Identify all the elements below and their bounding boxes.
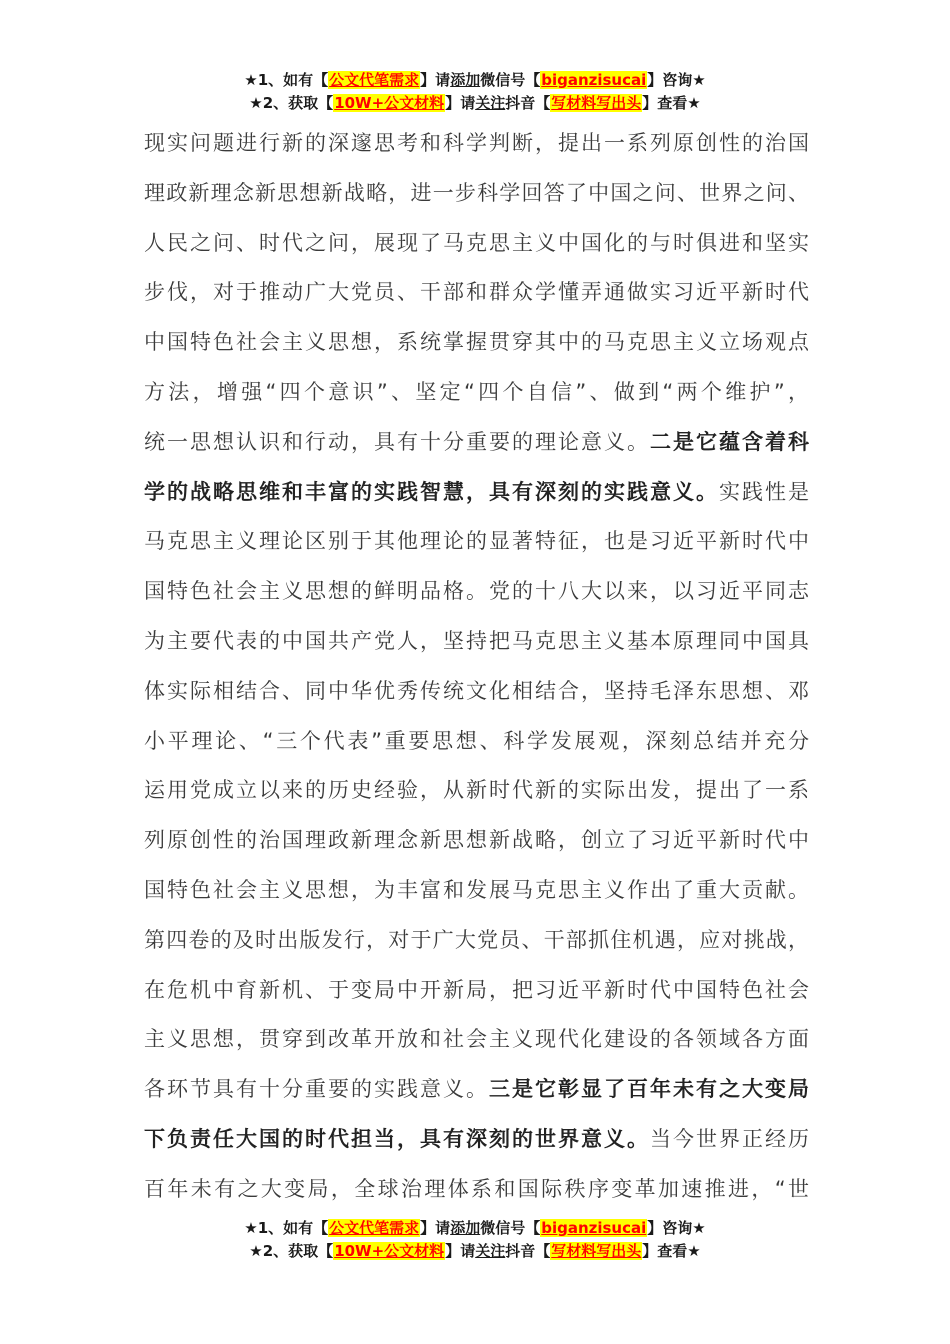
text-segment: 各环节具有十分重要的实践意义。: [144, 1077, 489, 1102]
banner-text: ★1、如有【: [244, 1219, 329, 1237]
underlined-text: 添加: [450, 1219, 481, 1237]
highlight-service: 公文代笔需求: [329, 71, 420, 89]
text-segment: 理政新理念新思想新战略，进一步科学回答了中国之问、世界之问、: [144, 180, 809, 205]
text-line: [144, 916, 809, 966]
text-line: [144, 966, 809, 1016]
text-segment: 马克思主义理论区别于其他理论的显著特征，也是习近平新时代中: [144, 529, 809, 554]
text-segment: 国特色社会主义思想，为丰富和发展马克思主义作出了重大贡献。: [144, 877, 809, 902]
banner-text: 】请: [420, 71, 451, 89]
banner-text: 抖音【: [505, 94, 551, 112]
text-segment: 主义思想，贯穿到改革开放和社会主义现代化建设的各领域各方面: [144, 1027, 809, 1052]
highlight-service: 公文代笔需求: [329, 1219, 420, 1237]
underlined-text: 关注: [475, 94, 506, 112]
banner-line-2: [0, 1240, 950, 1263]
text-line: [144, 318, 809, 368]
text-segment: 国特色社会主义思想的鲜明品格。党的十八大以来，以习近平同志: [144, 579, 809, 604]
text-segment: 步伐，对于推动广大党员、干部和群众学懂弄通做实习近平新时代: [144, 280, 809, 305]
banner-text: ★2、获取【: [249, 94, 334, 112]
banner-line-1: [0, 1217, 950, 1240]
text-line: [144, 866, 809, 916]
banner-text: 】请: [445, 94, 476, 112]
text-segment: 中国特色社会主义思想，系统掌握贯穿其中的马克思主义立场观点: [144, 330, 809, 355]
header-banner: [0, 69, 950, 115]
banner-text: 】请: [420, 1219, 451, 1237]
banner-text: ★1、如有【: [244, 71, 329, 89]
document-body: [144, 119, 809, 1215]
underlined-text: 添加: [450, 71, 481, 89]
banner-line-1: [0, 69, 950, 92]
text-line: [144, 766, 809, 816]
banner-text: ★2、获取【: [249, 1242, 334, 1260]
underlined-text: 关注: [475, 1242, 506, 1260]
text-segment: 当今世界正经历: [650, 1126, 809, 1151]
highlight-douyin-account: 写材料写出头: [551, 1242, 642, 1260]
highlight-douyin-account: 写材料写出头: [551, 94, 642, 112]
text-line: [144, 169, 809, 219]
highlight-wechat-id: biganzisucai: [541, 1219, 647, 1237]
text-line: [144, 1115, 809, 1165]
banner-line-2: [0, 92, 950, 115]
text-segment: 现实问题进行新的深邃思考和科学判断，提出一系列原创性的治国: [144, 131, 809, 155]
text-line: [144, 1165, 809, 1215]
text-line: [144, 468, 809, 518]
text-line: [144, 717, 809, 767]
highlight-wechat-id: biganzisucai: [541, 71, 647, 89]
text-line: [144, 617, 809, 667]
banner-text: 】查看★: [642, 94, 701, 112]
banner-text: 】查看★: [642, 1242, 701, 1260]
banner-text: 】咨询★: [647, 71, 706, 89]
text-segment: 为主要代表的中国共产党人，坚持把马克思主义基本原理同中国具: [144, 628, 809, 653]
text-segment: 体实际相结合、同中华优秀传统文化相结合，坚持毛泽东思想、邓: [144, 678, 809, 703]
text-line: [144, 368, 809, 418]
text-line: [144, 418, 809, 468]
banner-text: 微信号【: [480, 71, 541, 89]
text-line: [144, 667, 809, 717]
bold-text-segment: 二是它蕴含着科: [650, 429, 809, 454]
text-segment: 方法，增强“四个意识”、坚定“四个自信”、做到“两个维护”，: [144, 379, 809, 404]
text-line: [144, 567, 809, 617]
banner-text: 】咨询★: [647, 1219, 706, 1237]
text-line: [144, 119, 809, 169]
banner-text: 微信号【: [480, 1219, 541, 1237]
text-line: [144, 268, 809, 318]
text-segment: 运用党成立以来的历史经验，从新时代新的实际出发，提出了一系: [144, 778, 809, 803]
text-line: [144, 816, 809, 866]
bold-text-segment: 下负责任大国的时代担当，具有深刻的世界意义。: [144, 1126, 650, 1151]
text-segment: 人民之问、时代之问，展现了马克思主义中国化的与时俱进和坚实: [144, 230, 809, 255]
text-line: [144, 1015, 809, 1065]
text-segment: 在危机中育新机、于变局中开新局，把习近平新时代中国特色社会: [144, 977, 809, 1002]
text-segment: 统一思想认识和行动，具有十分重要的理论意义。: [144, 429, 650, 454]
bold-text-segment: 三是它彰显了百年未有之大变局: [489, 1077, 809, 1102]
text-line: [144, 219, 809, 269]
highlight-materials: 10W+公文材料: [334, 1242, 445, 1260]
banner-text: 】请: [445, 1242, 476, 1260]
text-segment: 小平理论、“三个代表”重要思想、科学发展观，深刻总结并充分: [144, 728, 809, 753]
text-segment: 第四卷的及时出版发行，对于广大党员、干部抓住机遇，应对挑战，: [144, 927, 809, 952]
bold-text-segment: 学的战略思维和丰富的实践智慧，具有深刻的实践意义。: [144, 479, 719, 504]
text-line: [144, 517, 809, 567]
highlight-materials: 10W+公文材料: [334, 94, 445, 112]
text-segment: 实践性是: [719, 479, 809, 504]
banner-text: 抖音【: [505, 1242, 551, 1260]
text-segment: 百年未有之大变局，全球治理体系和国际秩序变革加速推进，“世: [144, 1176, 809, 1201]
footer-banner: [0, 1217, 950, 1263]
text-line: [144, 1065, 809, 1115]
text-segment: 列原创性的治国理政新理念新思想新战略，创立了习近平新时代中: [144, 828, 809, 853]
